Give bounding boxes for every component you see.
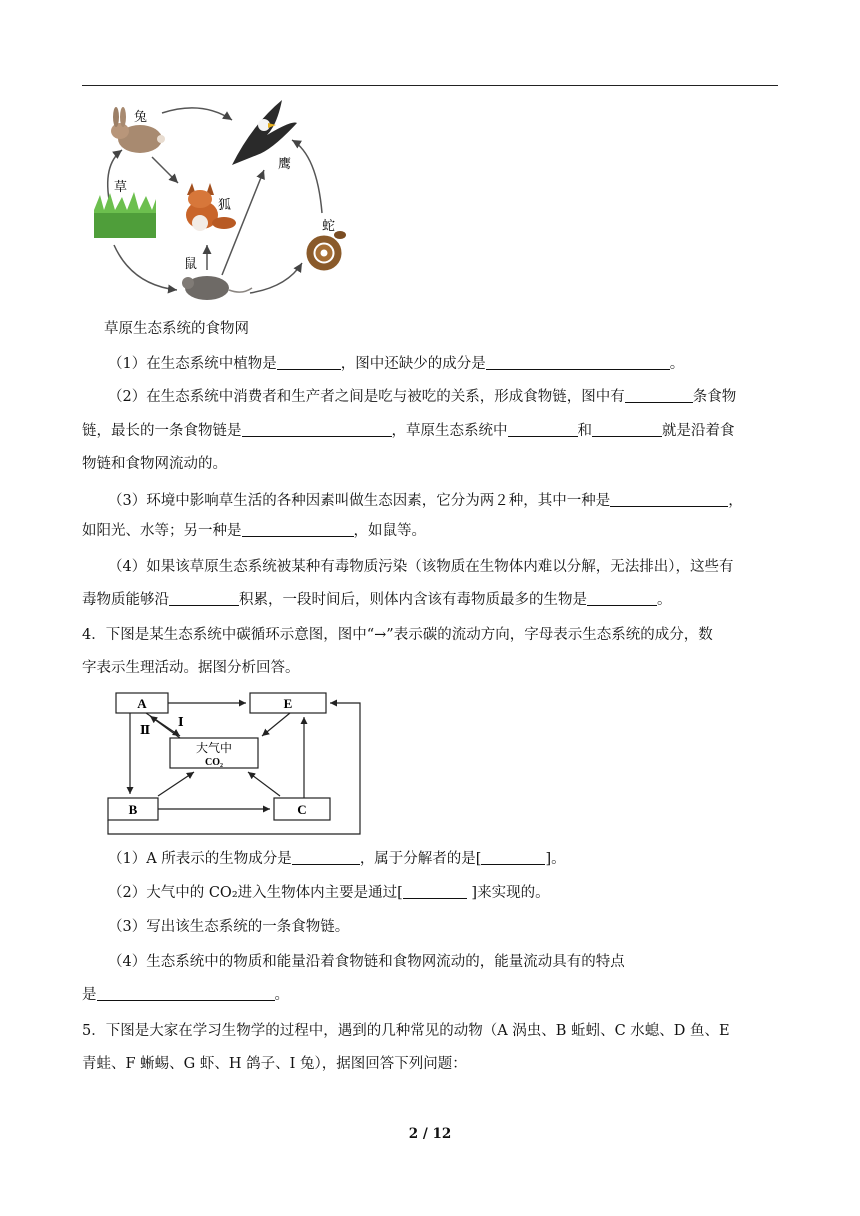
label-fox: 狐	[218, 198, 232, 213]
q4-item-1: （1）A 所表示的生物成分是 ，属于分解者的是[ ]。	[82, 848, 778, 870]
q4-item-4-line2: 是 。	[82, 984, 778, 1006]
label-eagle: 鹰	[278, 157, 292, 172]
label-co2-line1: 大气中	[195, 741, 233, 755]
q3-item-1: （1）在生态系统中植物是 ，图中还缺少的成分是 。	[82, 353, 778, 375]
q4-2-blank-process[interactable]	[403, 882, 467, 899]
arrow-mouse-snake	[250, 263, 302, 293]
q4-item-2: （2）大气中的 CO₂进入生物体内主要是通过[ ]来实现的。	[82, 882, 778, 904]
arrow-co2-a	[150, 716, 180, 738]
arrow-e-co2	[262, 713, 290, 736]
q4-4-blank-feature[interactable]	[97, 984, 275, 1001]
q3-2-blank-longest[interactable]	[242, 420, 392, 437]
q4-item-3: （3）写出该生态系统的一条食物链。	[108, 919, 350, 935]
label-a: A	[137, 696, 147, 711]
q3-4-blank-organism[interactable]	[587, 589, 657, 606]
q3-item-4-line2: 毒物质能够沿 积累，一段时间后，则体内含该有毒物质最多的生物是 。	[82, 589, 778, 611]
q4-1-blank-a[interactable]	[292, 848, 360, 865]
arrow-grass-mouse	[114, 245, 177, 290]
q3-1-blank-missing[interactable]	[486, 353, 670, 370]
q3-item-3-line1: （3）环境中影响草生活的各种因素叫做生态因素，它分为两２种，其中一种是 ，	[82, 490, 778, 512]
label-c: C	[297, 802, 307, 817]
food-web-caption: 草原生态系统的食物网	[104, 321, 249, 337]
q4-item-4-line1: （4）生态系统中的物质和能量沿着食物链和食物网流动的，能量流动具有的特点	[108, 954, 625, 970]
label-process-1: Ⅰ	[178, 715, 184, 729]
q3-1-blank-plants[interactable]	[277, 353, 341, 370]
arrow-b-co2	[158, 772, 194, 796]
label-e: E	[283, 696, 293, 711]
eagle-picture	[232, 100, 297, 165]
q3-item-2-line3: 物链和食物网流动的。	[82, 456, 227, 472]
q3-4-blank-path[interactable]	[169, 589, 239, 606]
grass-picture	[94, 192, 156, 238]
arrow-c-co2	[248, 772, 280, 796]
mouse-picture	[182, 276, 252, 300]
label-co2-line2: CO₂	[205, 757, 223, 768]
q5-stem-line2: 青蛙、F 蜥蜴、G 虾、H 鸽子、I 兔），据图回答下列问题：	[82, 1056, 467, 1072]
q3-3-blank-biotic[interactable]	[242, 520, 354, 537]
q3-2-blank-count[interactable]	[625, 386, 693, 403]
food-web-figure	[82, 95, 372, 310]
q3-item-4-line1: （4）如果该草原生态系统被某种有毒物质污染（该物质在生物体内难以分解，无法排出），这些有	[108, 559, 734, 575]
label-process-2: Ⅱ	[140, 723, 151, 737]
header-rule	[82, 85, 778, 86]
arrow-rabbit-fox	[152, 157, 178, 183]
q5-stem-line1: 5．下图是大家在学习生物学的过程中，遇到的几种常见的动物（A 涡虫、B 蚯蚓、C 水螅、D 鱼、E	[82, 1023, 730, 1039]
q3-2-blank-a[interactable]	[508, 420, 578, 437]
q4-stem-line1: 4．下图是某生态系统中碳循环示意图，图中“→”表示碳的流动方向，字母表示生态系统的成分，数	[82, 627, 713, 643]
label-grass: 草	[114, 180, 128, 195]
arrow-snake-eagle	[292, 140, 322, 213]
q3-2-blank-b[interactable]	[592, 420, 662, 437]
snake-picture	[310, 231, 346, 267]
label-mouse: 鼠	[184, 257, 198, 272]
label-snake: 蛇	[322, 219, 336, 234]
label-rabbit: 兔	[134, 110, 148, 125]
carbon-cycle-diagram	[100, 688, 365, 838]
q3-item-2-line2: 链，最长的一条食物链是 ，草原生态系统中 和 就是沿着食	[82, 420, 778, 442]
q3-item-3-line2: 如阳光、水等；另一种是 ，如鼠等。	[82, 520, 778, 542]
page-number: 2 / 12	[408, 1126, 452, 1142]
q3-item-2-line1: （2）在生态系统中消费者和生产者之间是吃与被吃的关系，形成食物链，图中有 条食物	[82, 386, 778, 408]
arrow-rabbit-eagle	[162, 108, 232, 120]
q4-1-blank-decomposer[interactable]	[481, 848, 545, 865]
q4-stem-line2: 字表示生理活动。据图分析回答。	[82, 660, 300, 676]
label-b: B	[128, 802, 138, 817]
q3-3-blank-abiotic[interactable]	[610, 490, 728, 507]
